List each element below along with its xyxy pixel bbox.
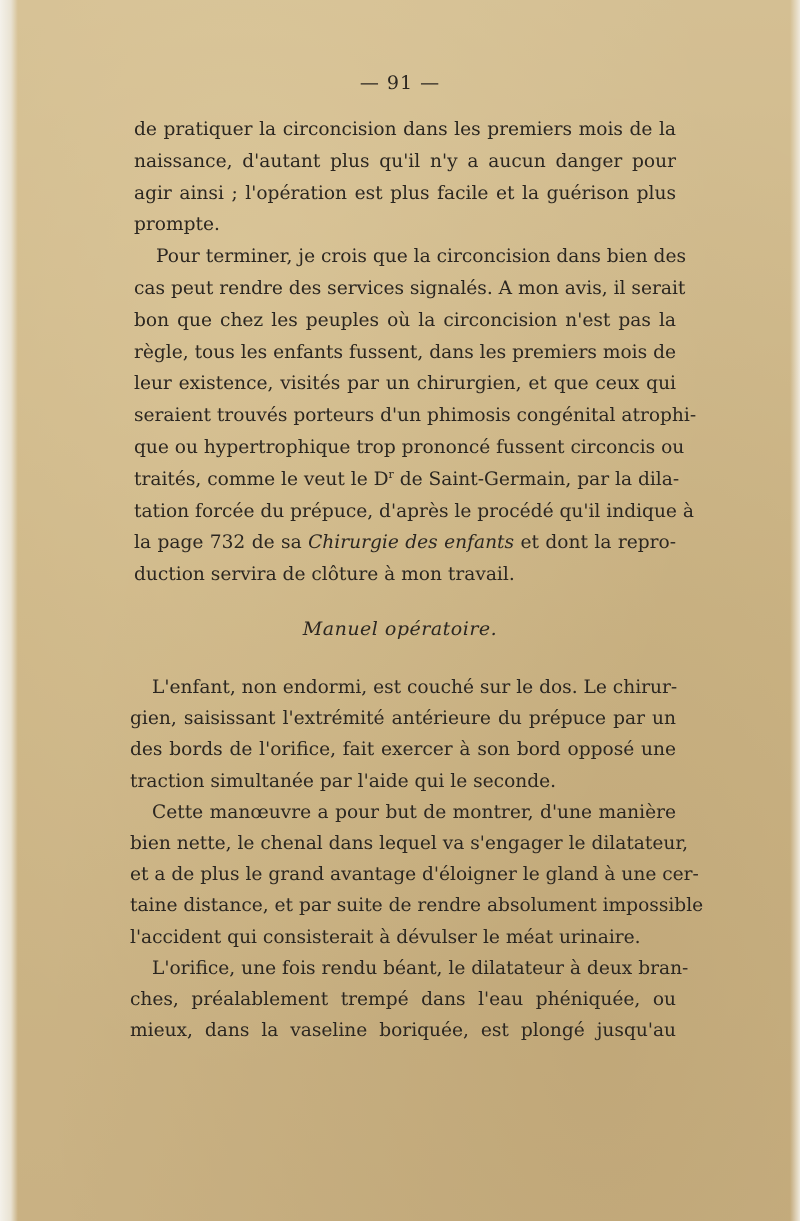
text-line: mieux, dans la vaseline boriquée, est plongé jusqu'au (130, 1020, 676, 1042)
page-left-edge (0, 0, 18, 1221)
text-line: bon que chez les peuples où la circoncision n'est pas la (134, 309, 676, 331)
text-line: agir ainsi ; l'opération est plus facile et la guérison plus (134, 182, 676, 204)
upper-text-block (134, 114, 697, 591)
page-number: — 91 — (359, 72, 441, 94)
text-line: duction servira de clôture à mon travail. (134, 564, 515, 586)
text-line: gien, saisissant l'extrémité antérieure du prépuce par un (130, 708, 676, 730)
paragraph-2 (134, 241, 697, 591)
text-fragment: et dont la repro- (514, 532, 676, 554)
text-line: naissance, d'autant plus qu'il n'y a aucun danger pour (134, 150, 676, 172)
text-line: seraient trouvés porteurs d'un phimosis congénital atrophi- (134, 405, 697, 427)
text-line: traction simultanée par l'aide qui le seconde. (130, 770, 557, 792)
lower-text-block (130, 672, 704, 1046)
text-line: taine distance, et par suite de rendre absolument impossible (130, 895, 704, 917)
text-line-with-superscript (134, 464, 680, 496)
text-line: l'accident qui consisterait à dévulser le méat urinaire. (130, 926, 641, 948)
paragraph-5 (130, 953, 689, 1047)
text-line: ches, préalablement trempé dans l'eau phéniquée, ou (130, 988, 676, 1010)
text-line: Cette manœuvre a pour but de montrer, d'une manière (152, 801, 676, 823)
text-line: que ou hypertrophique trop prononcé fussent circoncis ou (134, 436, 685, 458)
text-fragment: la page 732 de sa (134, 532, 309, 554)
paragraph-1 (134, 114, 676, 241)
section-title: Manuel opératoire. (302, 618, 498, 640)
book-title-italic: Chirurgie des enfants (308, 532, 515, 554)
paragraph-4 (130, 797, 704, 953)
text-line: L'enfant, non endormi, est couché sur le dos. Le chirur- (152, 677, 678, 698)
text-line: règle, tous les enfants fussent, dans les premiers mois de (134, 341, 676, 363)
page-right-edge (790, 0, 800, 1221)
text-line: tation forcée du prépuce, d'après le procédé qu'il indique à (134, 500, 694, 522)
text-fragment: de Saint-Germain, par la dila- (393, 468, 680, 490)
text-fragment: traités, comme le veut le D (134, 468, 389, 490)
text-line: prompte. (134, 214, 220, 236)
superscript: r (388, 467, 394, 481)
text-line: bien nette, le chenal dans lequel va s'engager le dilatateur, (130, 832, 689, 854)
text-line: Pour terminer, je crois que la circoncision dans bien des (156, 246, 686, 268)
text-line: de pratiquer la circoncision dans les premiers mois de la (134, 119, 676, 140)
text-line: leur existence, visités par un chirurgien, et que ceux qui (134, 373, 676, 395)
text-line: et a de plus le grand avantage d'éloigner le gland à une cer- (130, 864, 699, 886)
text-line: des bords de l'orifice, fait exercer à son bord opposé une (130, 739, 676, 761)
text-line-with-italic (134, 527, 676, 559)
paragraph-3 (130, 672, 676, 797)
text-line: cas peut rendre des services signalés. A mon avis, il serait (134, 277, 686, 299)
text-line: L'orifice, une fois rendu béant, le dilatateur à deux bran- (152, 957, 689, 979)
